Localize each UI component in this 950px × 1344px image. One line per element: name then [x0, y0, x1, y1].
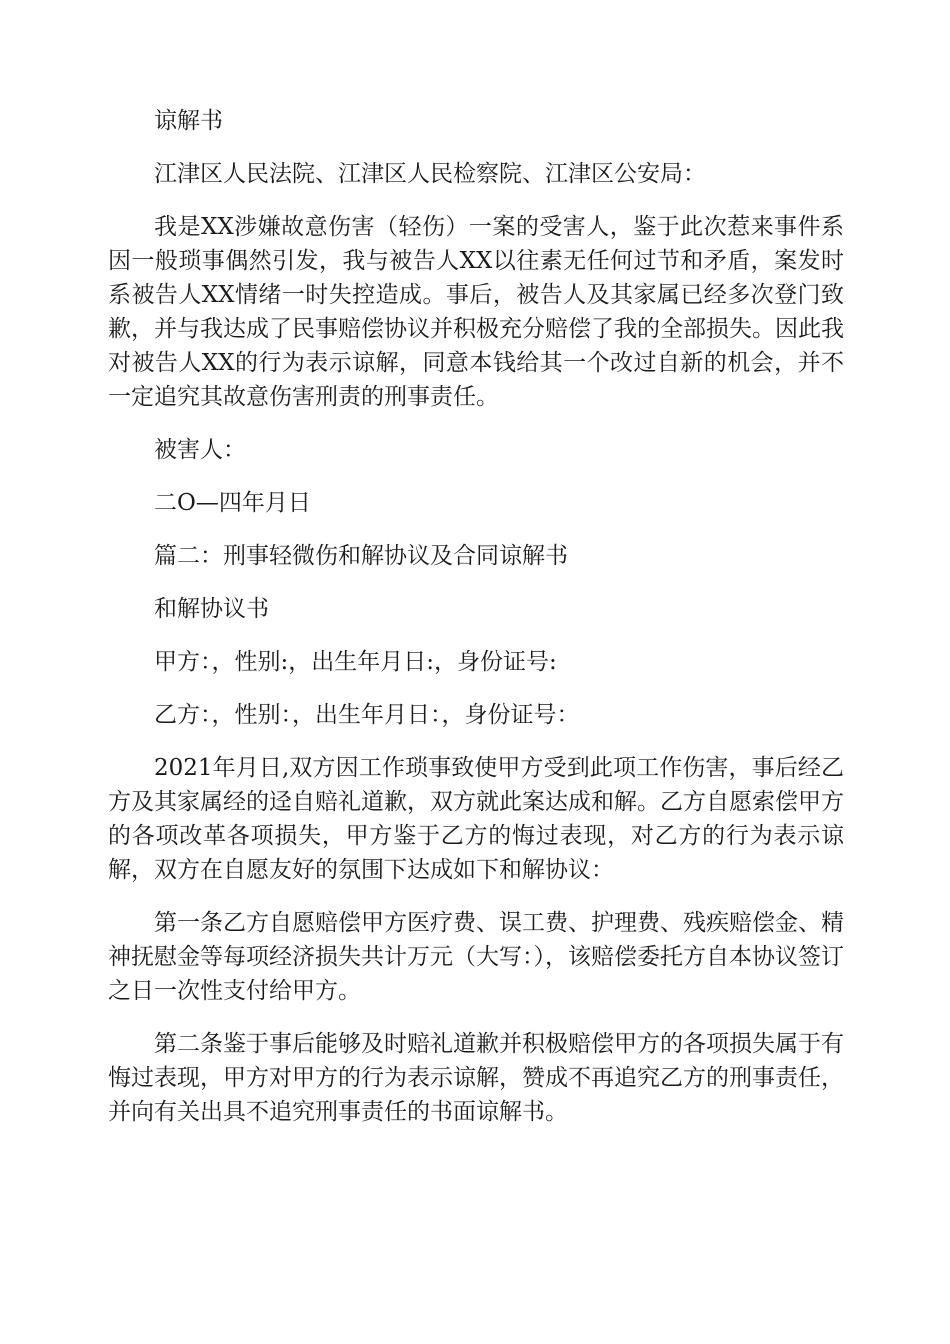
agreement-title: 和解协议书	[154, 596, 269, 622]
party-a-line: 甲方：，性别:，出生年月日:，身份证号:	[154, 649, 557, 675]
article-two-paragraph: 第二条鉴于事后能够及时赔礼道歉并积极赔偿甲方的各项损失属于有悔过表现，甲方对甲方的行为表示谅解，赞成不再追究乙方的刑事责任，并向有关出具不追究刑事责任的书面谅解书。	[108, 1031, 844, 1125]
background-paragraph: 2021年月日,双方因工作琐事致使甲方受到此项工作伤害，事后经乙方及其家属经的迳自赔礼道歉，双方就此案达成和解。乙方自愿索偿甲方的各项改革各项损失，甲方鉴于乙方的悔过表现，对乙方的行为表示谅解，双方在自愿友好的氛围下达成如下和解协议：	[108, 755, 844, 883]
article-one-paragraph: 第一条乙方自愿赔偿甲方医疗费、误工费、护理费、残疾赔偿金、精神抚慰金等每项经济损失共计万元（大写：），该赔偿委托方自本协议签订之日一次性支付给甲方。	[108, 910, 844, 1004]
section-heading: 篇二：刑事轻微伤和解协议及合同谅解书	[154, 543, 568, 569]
addressee-line: 江津区人民法院、江津区人民检察院、江津区公安局：	[154, 161, 706, 187]
victim-signature-line: 被害人：	[154, 437, 246, 463]
statement-paragraph: 我是XX涉嫌故意伤害（轻伤）一案的受害人，鉴于此次惹来事件系因一般琐事偶然引发，我与被告人XX以往素无任何过节和矛盾，案发时系被告人XX情绪一时失控造成。事后，被告人及其家属已经多次登门致歉，并与我达成了民事赔偿协议并积极充分赔偿了我的全部损失。因此我对被告人XX的行为表示谅解，同意本钱给其一个改过自新的机会，并不一定追究其故意伤害刑责的刑事责任。	[108, 214, 844, 410]
document-page	[108, 104, 844, 1148]
party-b-line: 乙方：，性别：，出生年月日：，身份证号：	[154, 702, 580, 728]
date-line: 二O—四年月日	[154, 490, 311, 516]
doc-title: 谅解书	[154, 108, 223, 134]
